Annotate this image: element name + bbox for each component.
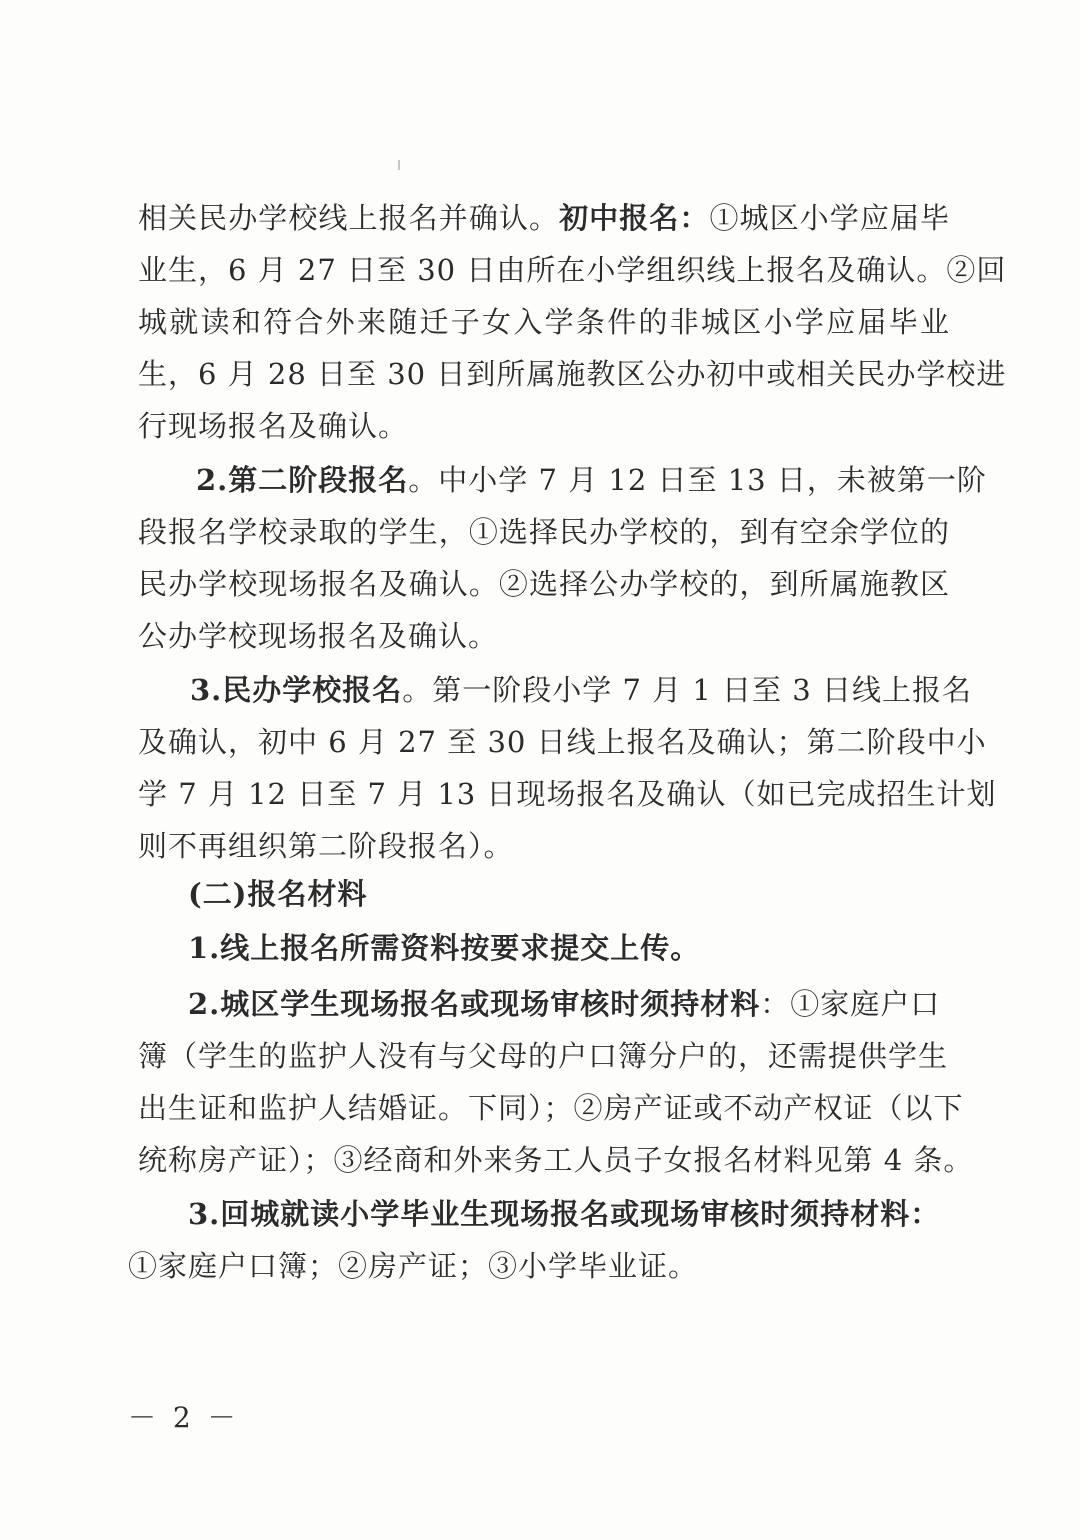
text-segment: ①家庭户口簿；②房产证；③小学毕业证。: [128, 1249, 699, 1283]
text-segment: 段报名学校录取的学生，①选择民办学校的，到有空余学位的: [138, 515, 950, 549]
text-line: [138, 616, 950, 656]
text-segment: 。中小学 7 月 12 日至 13 日，未被第一阶: [408, 463, 987, 497]
text-segment: 则不再组织第二阶段报名）。: [138, 829, 514, 863]
text-line: [138, 774, 997, 814]
text-segment: 相关民办学校线上报名并确认。: [138, 201, 560, 235]
bold-text-segment: 3.民办学校报名: [190, 673, 403, 707]
text-segment: 簿（学生的监护人没有与父母的户口簿分户的，还需提供学生: [138, 1039, 949, 1073]
text-line: [138, 198, 950, 238]
bold-text-segment: (二)报名材料: [188, 877, 368, 911]
text-line: [190, 670, 972, 710]
text-line: [188, 1194, 941, 1234]
text-line: [188, 928, 950, 968]
section-heading: [188, 874, 950, 914]
text-segment: 学 7 月 12 日至 7 月 13 日现场报名及确认（如已完成招生计划: [138, 777, 997, 811]
text-line: [138, 1088, 964, 1128]
text-segment: 及确认，初中 6 月 27 至 30 日线上报名及确认；第二阶段中小: [138, 725, 987, 759]
bold-text-segment: 初中报名：: [559, 201, 710, 235]
text-segment: 统称房产证）；③经商和外来务工人员子女报名材料见第 4 条。: [138, 1143, 974, 1177]
text-line: [128, 1246, 940, 1286]
text-line: [138, 564, 950, 604]
text-line: [138, 250, 1007, 290]
text-line: [188, 984, 941, 1024]
text-segment: ：①家庭户口: [760, 987, 941, 1021]
bold-text-segment: 2.城区学生现场报名或现场审核时须持材料: [188, 987, 761, 1021]
text-segment: 出生证和监护人结婚证。下同）；②房产证或不动产权证（以下: [138, 1091, 964, 1125]
text-segment: 公办学校现场报名及确认。: [138, 619, 499, 653]
text-line: [138, 826, 950, 866]
text-segment: 行现场报名及确认。: [138, 409, 409, 443]
text-segment: 。第一阶段小学 7 月 1 日至 3 日线上报名: [402, 673, 972, 707]
bold-text-segment: 1.线上报名所需资料按要求提交上传。: [188, 931, 701, 965]
text-line: [138, 302, 950, 342]
text-line: [138, 512, 950, 552]
text-segment: 生，6 月 28 日至 30 日到所属施教区公办初中或相关民办学校进: [138, 357, 1007, 391]
text-line: [138, 1140, 974, 1180]
text-segment: 业生，6 月 27 日至 30 日由所在小学组织线上报名及确认。②回: [138, 253, 1007, 287]
text-line: [138, 406, 950, 446]
text-line: [138, 354, 1007, 394]
text-segment: 民办学校现场报名及确认。②选择公办学校的，到所属施教区: [138, 567, 950, 601]
text-line: [196, 460, 987, 500]
text-line: [138, 1036, 949, 1076]
scan-speck: [398, 160, 400, 170]
page-number: － 2 －: [128, 1401, 240, 1434]
bold-text-segment: 2.第二阶段报名: [196, 463, 409, 497]
text-segment: ①城区小学应届毕: [709, 201, 950, 235]
text-line: [138, 722, 987, 762]
bold-text-segment: 3.回城就读小学毕业生现场报名或现场审核时须持材料：: [188, 1197, 941, 1231]
text-segment: 城就读和符合外来随迁子女入学条件的非城区小学应届毕业: [138, 305, 950, 339]
